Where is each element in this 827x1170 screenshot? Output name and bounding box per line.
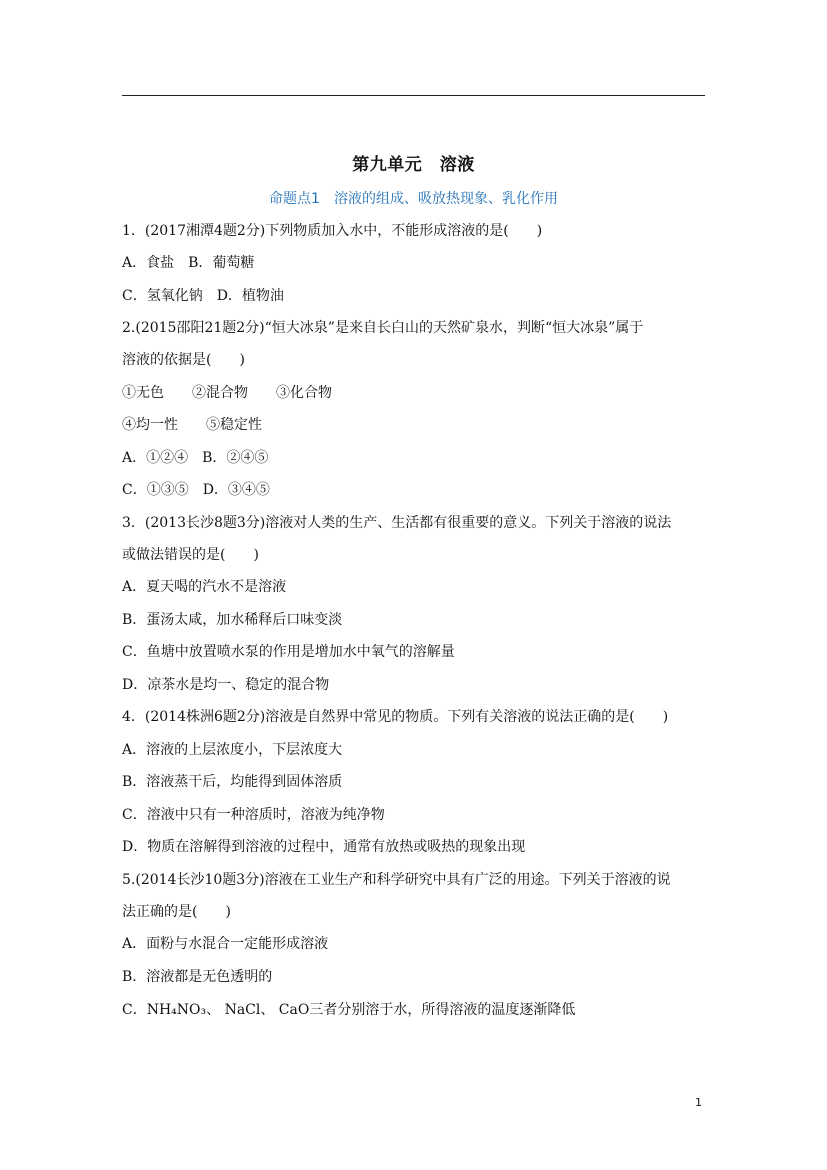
question-2-option-ab: A．①②④ B．②④⑤ [122, 450, 269, 466]
page-title: 第九单元 溶液 [352, 155, 475, 175]
question-2-stem-cont: 溶液的依据是( ) [122, 352, 245, 368]
question-5-option-a: A．面粉与水混合一定能形成溶液 [122, 936, 329, 952]
question-4-stem: 4．(2014株洲6题2分)溶液是自然界中常见的物质。下列有关溶液的说法正确的是( ) [122, 709, 669, 725]
question-1-stem: 1．(2017湘潭4题2分)下列物质加入水中，不能形成溶液的是( ) [122, 223, 543, 239]
question-5-stem-cont: 法正确的是( ) [122, 904, 231, 920]
question-2-option-cd: C．①③⑤ D．③④⑤ [122, 482, 270, 498]
question-4-option-c: C．溶液中只有一种溶质时，溶液为纯净物 [122, 807, 385, 823]
question-5-option-c: C．NH₄NO₃、 NaCl、 CaO三者分别溶于水，所得溶液的温度逐渐降低 [122, 1002, 576, 1018]
page-number: 1 [695, 1096, 702, 1109]
question-3-option-d: D．凉茶水是均一、稳定的混合物 [122, 677, 330, 693]
question-3-option-c: C．鱼塘中放置喷水泵的作用是增加水中氧气的溶解量 [122, 644, 455, 660]
question-4-option-b: B．溶液蒸干后，均能得到固体溶质 [122, 774, 343, 790]
question-3-option-b: B．蛋汤太咸，加水稀释后口味变淡 [122, 612, 343, 628]
question-3-stem: 3．(2013长沙8题3分)溶液对人类的生产、生活都有很重要的意义。下列关于溶液的说法 [122, 515, 672, 531]
question-4-option-d: D．物质在溶解得到溶液的过程中，通常有放热或吸热的现象出现 [122, 839, 526, 855]
question-1-option-cd: C．氢氧化钠 D．植物油 [122, 288, 284, 304]
question-4-option-a: A．溶液的上层浓度小，下层浓度大 [122, 742, 343, 758]
question-5-stem: 5.(2014长沙10题3分)溶液在工业生产和科学研究中具有广泛的用途。下列关于溶液的说 [122, 872, 671, 888]
header-rule [122, 95, 705, 96]
question-2-choices-1: ①无色 ②混合物 ③化合物 [122, 385, 332, 401]
question-2-stem: 2.(2015邵阳21题2分)“恒大冰泉”是来自长白山的天然矿泉水，判断“恒大冰泉”属于 [122, 320, 644, 336]
question-5-option-b: B．溶液都是无色透明的 [122, 969, 273, 985]
question-1-option-ab: A．食盐 B．葡萄糖 [122, 255, 255, 271]
question-2-choices-2: ④均一性 ⑤稳定性 [122, 417, 262, 433]
section-subtitle: 命题点1 溶液的组成、吸放热现象、乳化作用 [269, 191, 558, 207]
question-3-stem-cont: 或做法错误的是( ) [122, 547, 259, 563]
question-3-option-a: A．夏天喝的汽水不是溶液 [122, 579, 287, 595]
